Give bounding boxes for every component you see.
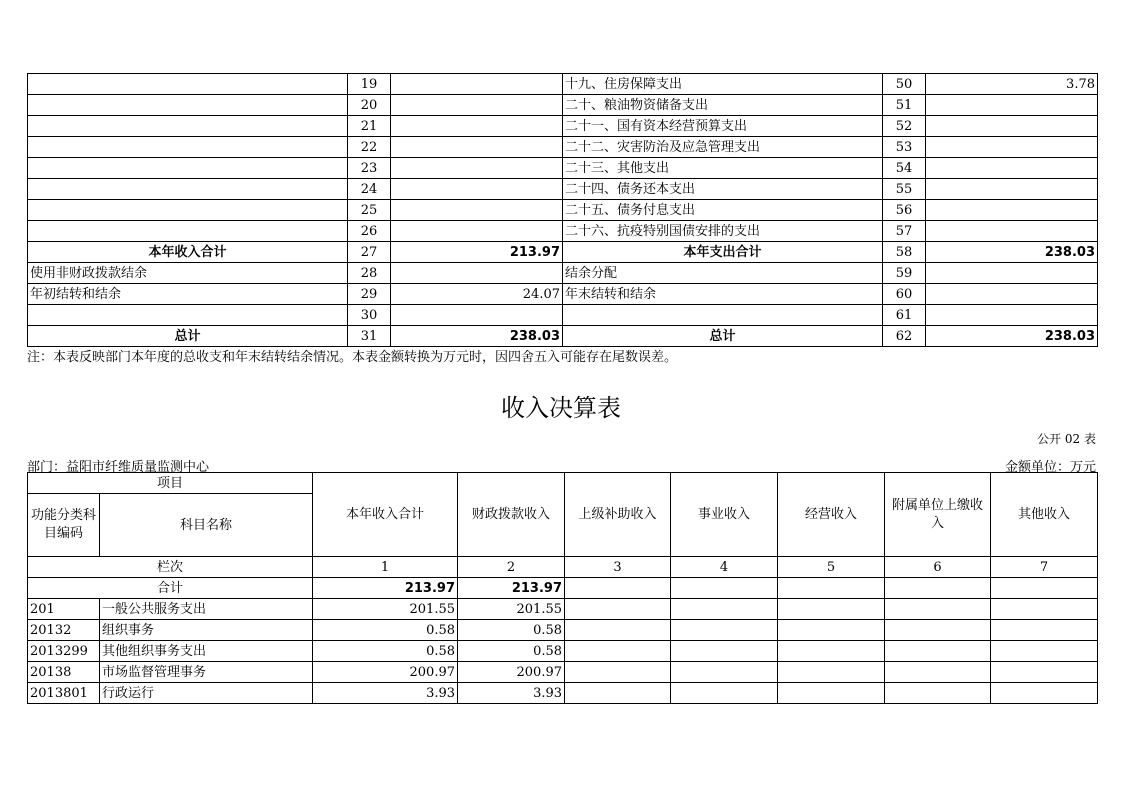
income-amount [391, 200, 563, 221]
income-amount [391, 116, 563, 137]
expense-amount [926, 263, 1098, 284]
table-row [28, 683, 1098, 704]
subject-name: 一般公共服务支出 [100, 599, 313, 620]
col-num: 2 [458, 557, 565, 578]
amount-cell [885, 662, 991, 683]
expense-line-number: 52 [883, 116, 926, 137]
income-item-name [28, 221, 348, 242]
total-value [778, 578, 885, 599]
amount-cell [991, 662, 1098, 683]
income-line-number: 23 [348, 158, 391, 179]
expense-line-number: 53 [883, 137, 926, 158]
income-item-name [28, 116, 348, 137]
expense-line-number: 51 [883, 95, 926, 116]
income-amount [391, 305, 563, 326]
expense-line-number: 55 [883, 179, 926, 200]
income-item-name: 本年收入合计 [28, 242, 348, 263]
income-line-number: 26 [348, 221, 391, 242]
summary-row [28, 242, 1098, 263]
expense-amount: 238.03 [926, 326, 1098, 347]
expense-line-number: 54 [883, 158, 926, 179]
expense-line-number: 50 [883, 74, 926, 95]
income-line-number: 22 [348, 137, 391, 158]
income-amount [391, 158, 563, 179]
amount-cell [991, 599, 1098, 620]
subject-name: 其他组织事务支出 [100, 641, 313, 662]
income-item-name [28, 137, 348, 158]
subject-name: 组织事务 [100, 620, 313, 641]
summary-row [28, 305, 1098, 326]
income-line-number: 20 [348, 95, 391, 116]
income-line-number: 27 [348, 242, 391, 263]
expense-line-number: 59 [883, 263, 926, 284]
income-item-name [28, 74, 348, 95]
income-item-name [28, 200, 348, 221]
summary-row [28, 284, 1098, 305]
form-tag: 公开 02 表 [1037, 432, 1096, 446]
expense-amount [926, 179, 1098, 200]
summary-row [28, 116, 1098, 137]
expense-item-name: 总计 [563, 326, 883, 347]
subject-code: 2013299 [28, 641, 100, 662]
amount-cell [565, 599, 671, 620]
amount-cell: 200.97 [458, 662, 565, 683]
income-item-name [28, 305, 348, 326]
amount-cell [778, 683, 885, 704]
income-line-number: 30 [348, 305, 391, 326]
header-name: 科目名称 [100, 494, 313, 557]
expense-amount [926, 200, 1098, 221]
summary-row [28, 326, 1098, 347]
col-num: 4 [671, 557, 778, 578]
total-value [671, 578, 778, 599]
income-item-name [28, 95, 348, 116]
lanci-label: 栏次 [28, 557, 313, 578]
amount-cell: 200.97 [313, 662, 458, 683]
header-item: 项目 [28, 473, 313, 494]
income-amount [391, 263, 563, 284]
amount-cell [565, 620, 671, 641]
expense-item-name: 二十四、债务还本支出 [563, 179, 883, 200]
col-num: 7 [991, 557, 1098, 578]
subject-code: 20138 [28, 662, 100, 683]
expense-line-number: 56 [883, 200, 926, 221]
income-item-name [28, 179, 348, 200]
income-line-number: 21 [348, 116, 391, 137]
total-value [565, 578, 671, 599]
amount-cell [565, 662, 671, 683]
expense-line-number: 60 [883, 284, 926, 305]
amount-cell: 201.55 [313, 599, 458, 620]
income-amount: 238.03 [391, 326, 563, 347]
department-label: 部门：益阳市纤维质量监测中心 [27, 460, 210, 475]
amount-cell [991, 620, 1098, 641]
income-line-number: 19 [348, 74, 391, 95]
summary-row [28, 179, 1098, 200]
amount-cell [671, 662, 778, 683]
expense-item-name: 年末结转和结余 [563, 284, 883, 305]
table-note: 注：本表反映部门本年度的总收支和年末结转结余情况。本表金额转换为万元时，因四舍五入可能存在尾数误差。 [27, 350, 678, 365]
income-amount [391, 95, 563, 116]
expense-amount [926, 158, 1098, 179]
table-row [28, 599, 1098, 620]
total-value: 213.97 [313, 578, 458, 599]
expense-item-name: 本年支出合计 [563, 242, 883, 263]
expense-line-number: 58 [883, 242, 926, 263]
header-col-4: 事业收入 [671, 473, 778, 557]
income-table [27, 472, 1098, 704]
amount-cell: 201.55 [458, 599, 565, 620]
income-line-number: 24 [348, 179, 391, 200]
summary-row [28, 137, 1098, 158]
col-num: 1 [313, 557, 458, 578]
amount-cell: 0.58 [313, 641, 458, 662]
header-col-7: 其他收入 [991, 473, 1098, 557]
header-col-2: 财政拨款收入 [458, 473, 565, 557]
expense-item-name [563, 305, 883, 326]
income-item-name: 总计 [28, 326, 348, 347]
summary-row [28, 263, 1098, 284]
income-amount: 24.07 [391, 284, 563, 305]
income-amount: 213.97 [391, 242, 563, 263]
header-col-1: 本年收入合计 [313, 473, 458, 557]
amount-cell [778, 662, 885, 683]
expense-amount [926, 116, 1098, 137]
unit-label: 金额单位：万元 [1004, 460, 1096, 475]
income-table-body [28, 599, 1098, 704]
income-item-name: 年初结转和结余 [28, 284, 348, 305]
col-num: 6 [885, 557, 991, 578]
summary-table-body [28, 74, 1098, 347]
total-row [28, 578, 1098, 599]
table-row [28, 641, 1098, 662]
expense-amount [926, 95, 1098, 116]
expense-amount [926, 284, 1098, 305]
income-amount [391, 137, 563, 158]
subject-code: 20132 [28, 620, 100, 641]
amount-cell [991, 683, 1098, 704]
summary-row [28, 221, 1098, 242]
amount-cell [885, 641, 991, 662]
subject-name: 市场监督管理事务 [100, 662, 313, 683]
total-value: 213.97 [458, 578, 565, 599]
total-label: 合计 [28, 578, 313, 599]
expense-amount: 3.78 [926, 74, 1098, 95]
summary-table [27, 73, 1098, 347]
amount-cell: 3.93 [313, 683, 458, 704]
amount-cell: 0.58 [458, 620, 565, 641]
expense-item-name: 二十一、国有资本经营预算支出 [563, 116, 883, 137]
amount-cell [778, 641, 885, 662]
subject-code: 201 [28, 599, 100, 620]
amount-cell [885, 620, 991, 641]
amount-cell: 0.58 [313, 620, 458, 641]
header-col-6: 附属单位上缴收入 [885, 473, 991, 557]
amount-cell: 3.93 [458, 683, 565, 704]
col-num: 3 [565, 557, 671, 578]
amount-cell [671, 599, 778, 620]
summary-row [28, 200, 1098, 221]
amount-cell [991, 641, 1098, 662]
header-code: 功能分类科目编码 [28, 494, 100, 557]
header-col-3: 上级补助收入 [565, 473, 671, 557]
table-row [28, 662, 1098, 683]
summary-row [28, 158, 1098, 179]
total-value [885, 578, 991, 599]
summary-row [28, 74, 1098, 95]
amount-cell [671, 683, 778, 704]
subject-code: 2013801 [28, 683, 100, 704]
total-value [991, 578, 1098, 599]
expense-item-name: 二十三、其他支出 [563, 158, 883, 179]
amount-cell [565, 641, 671, 662]
income-amount [391, 179, 563, 200]
amount-cell [565, 683, 671, 704]
income-amount [391, 74, 563, 95]
expense-item-name: 二十六、抗疫特别国债安排的支出 [563, 221, 883, 242]
expense-amount [926, 305, 1098, 326]
amount-cell [885, 683, 991, 704]
summary-row [28, 95, 1098, 116]
income-line-number: 29 [348, 284, 391, 305]
header-col-5: 经营收入 [778, 473, 885, 557]
page-title: 收入决算表 [501, 394, 621, 422]
amount-cell [778, 620, 885, 641]
expense-item-name: 二十五、债务付息支出 [563, 200, 883, 221]
income-line-number: 25 [348, 200, 391, 221]
expense-line-number: 61 [883, 305, 926, 326]
amount-cell [671, 620, 778, 641]
expense-item-name: 十九、住房保障支出 [563, 74, 883, 95]
expense-line-number: 62 [883, 326, 926, 347]
income-item-name [28, 158, 348, 179]
expense-line-number: 57 [883, 221, 926, 242]
expense-item-name: 二十二、灾害防治及应急管理支出 [563, 137, 883, 158]
expense-amount: 238.03 [926, 242, 1098, 263]
expense-item-name: 结余分配 [563, 263, 883, 284]
subject-name: 行政运行 [100, 683, 313, 704]
income-amount [391, 221, 563, 242]
amount-cell: 0.58 [458, 641, 565, 662]
table-row [28, 620, 1098, 641]
amount-cell [671, 641, 778, 662]
amount-cell [778, 599, 885, 620]
expense-item-name: 二十、粮油物资储备支出 [563, 95, 883, 116]
income-line-number: 28 [348, 263, 391, 284]
income-line-number: 31 [348, 326, 391, 347]
expense-amount [926, 221, 1098, 242]
amount-cell [885, 599, 991, 620]
col-num: 5 [778, 557, 885, 578]
income-item-name: 使用非财政拨款结余 [28, 263, 348, 284]
expense-amount [926, 137, 1098, 158]
